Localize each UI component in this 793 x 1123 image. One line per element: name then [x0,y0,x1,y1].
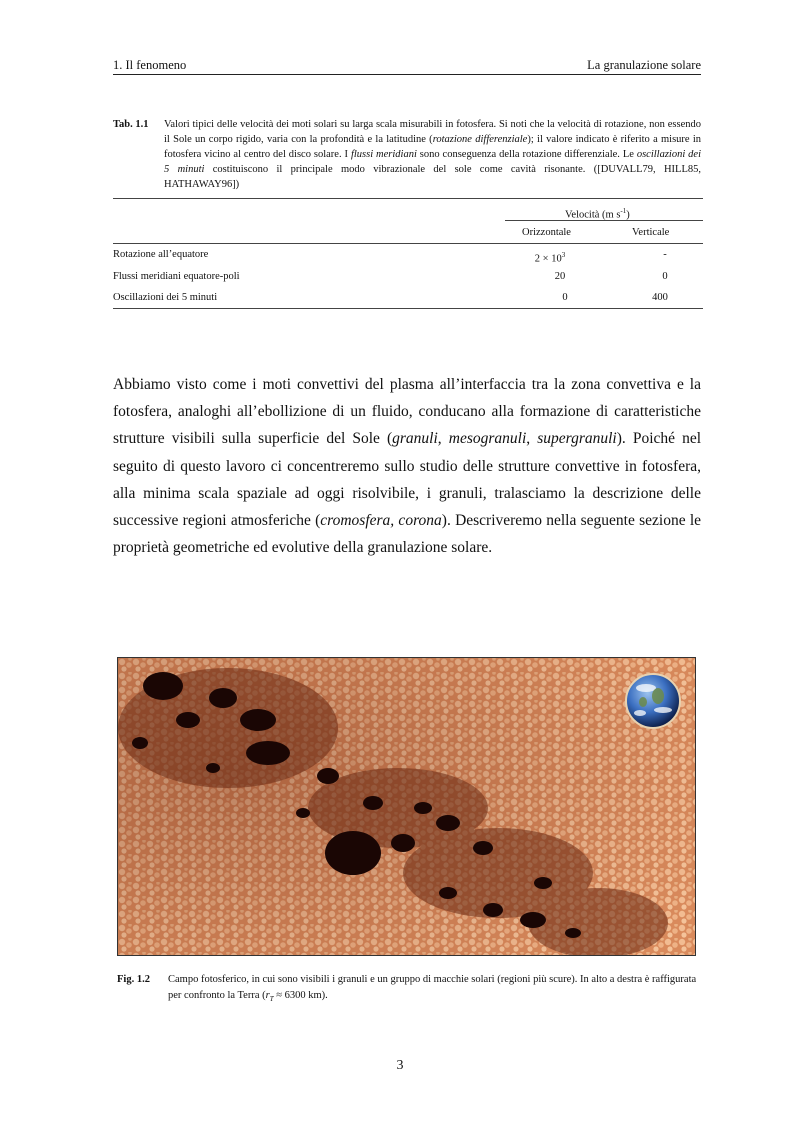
figure-caption-label: Fig. 1.2 [117,974,150,985]
earth-icon [626,674,680,728]
table-row-label: Flussi meridiani equatore-poli [113,271,240,282]
table-cell-vertical: 400 [652,292,668,303]
table-row-label: Rotazione all’equatore [113,249,209,260]
table-top-rule [113,198,703,199]
page-number: 3 [396,1058,404,1073]
table-cell-horizontal: 20 [554,271,566,282]
photosphere-figure [117,657,696,956]
table-caption-text: Valori tipici delle velocità dei moti solari su larga scala misurabili in fotosfera. Si noti che la velocità di rotazione, non essendo il Sole un corpo rigido, varia con la profondità e la latitudine (rotazione differenziale); il valore indicato è riferito a misure in fotosfera vicino al centro del disco solare. I flussi meridiani sono conseguenza della rotazione differenziale. Le oscillazioni dei 5 minuti costituiscono il principale modo vibrazionale del sole come cavità risonante. ([DUVALL79, HILL85, HATHAWAY96]) [164,119,702,190]
running-header [113,57,701,73]
header-section: La granulazione solare [587,58,701,72]
table-caption-label: Tab. 1.1 [113,119,149,130]
table-header-rule [113,243,703,244]
table-cell-vertical: 0 [662,271,668,282]
table-bottom-rule [113,308,703,309]
table-cell-vertical: - [663,249,667,260]
header-rule [113,74,701,75]
table-cell-horizontal: $2 \times 10^3$ [534,251,566,265]
header-chapter: 1. Il fenomeno [113,58,187,72]
table-group-header: Velocità (m $s^{-1}$) [565,207,630,221]
body-paragraph: Abbiamo visto come i moti convettivi del plasma all’interfaccia tra la zona convettiva e la fotosfera, analoghi all’ebollizione di un fluido, conducano alla formazione di caratteristiche strutture visibili sulla superficie del Sole (granuli, mesogranuli, supergranuli). Poiché nel seguito di questo lavoro ci concentreremo sullo studio delle strutture convettive in fotosfera, alla minima scala spaziale ad oggi risolvibile, i granuli, tralasciamo la descrizione delle successive regioni atmosferiche (cromosfera, corona). Descriveremo nella seguente sezione le proprietà geometriche ed evolutive della granulazione solare. [113,376,702,557]
figure-caption-text: Campo fotosferico, in cui sono visibili i granuli e un gruppo di macchie solari (regioni più scure). In alto a destra è raffigurata per confronto la Terra ($r_T \approx 6300$ km). [168,974,697,1004]
table-cell-horizontal: 0 [562,292,568,303]
photosphere-image [118,658,695,955]
col-header-horizontal: Orizzontale [522,227,571,238]
table-row-label: Oscillazioni dei 5 minuti [113,292,218,303]
col-header-vertical: Verticale [632,227,670,238]
table-group-rule [505,220,703,221]
